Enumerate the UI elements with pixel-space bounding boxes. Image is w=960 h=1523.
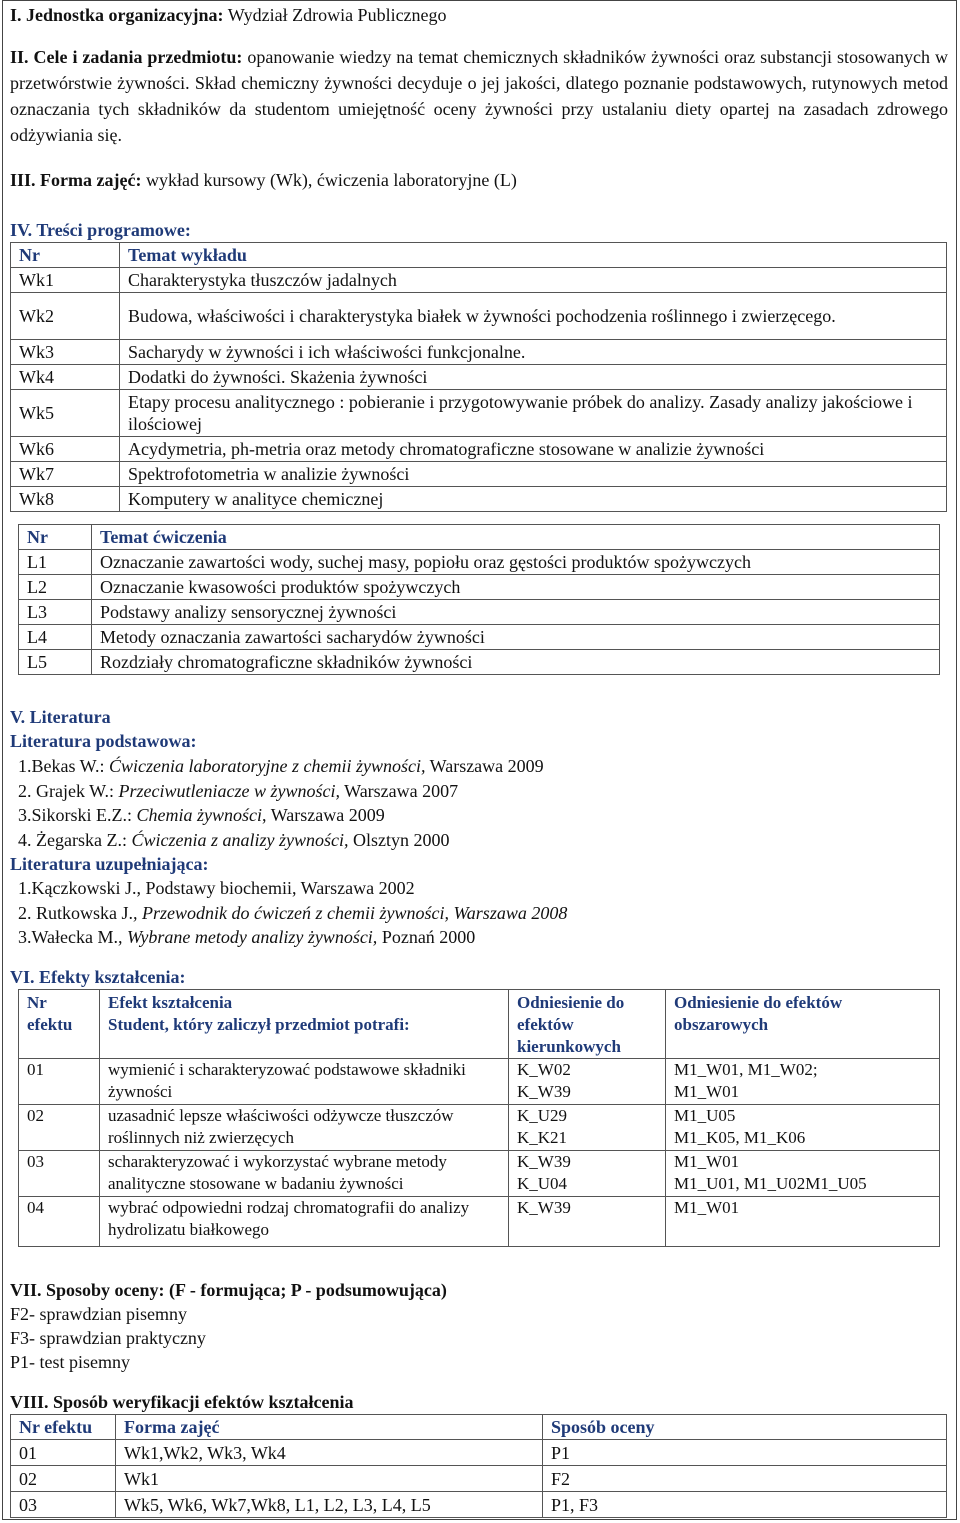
list-item: 1.Bekas W.: Ćwiczenia laboratoryjne z chemii żywności, Warszawa 2009 bbox=[18, 756, 544, 776]
section-verification bbox=[10, 1390, 948, 1414]
verification-method: F2 bbox=[543, 1466, 947, 1492]
effect-text: wymienić i scharakteryzować podstawowe składniki żywności bbox=[100, 1059, 509, 1105]
table-row bbox=[19, 1197, 940, 1247]
list-item: 1.Kączkowski J., Podstawy biochemii, Warszawa 2002 bbox=[18, 878, 415, 898]
table-row bbox=[19, 1059, 940, 1105]
list-item: 4. Żegarska Z.: Ćwiczenia z analizy żywności, Olsztyn 2000 bbox=[18, 829, 450, 850]
lectures-table bbox=[10, 242, 947, 512]
lecture-nr: Wk3 bbox=[11, 340, 120, 365]
lecture-nr: Wk1 bbox=[11, 268, 120, 293]
lectures-header-topic: Temat wykładu bbox=[120, 243, 947, 268]
section-literature bbox=[10, 705, 948, 753]
effect-ref-dir: K_W39 bbox=[509, 1197, 666, 1247]
list-item: F2- sprawdzian pisemny bbox=[10, 1304, 187, 1324]
list-item: F3- sprawdzian praktyczny bbox=[10, 1328, 206, 1348]
lecture-topic: Etapy procesu analitycznego : pobieranie i przygotowywanie próbek do analizy. Zasady analizy jakościowe i ilościowej bbox=[120, 390, 947, 437]
lab-nr: L5 bbox=[19, 650, 92, 675]
table-row bbox=[19, 575, 940, 600]
assessment-title: VII. Sposoby oceny: (F - formująca; P - podsumowująca) bbox=[10, 1280, 447, 1300]
lecture-nr: Wk7 bbox=[11, 462, 120, 487]
literature-extra-title: Literatura uzupełniająca: bbox=[10, 854, 209, 874]
table-row bbox=[11, 462, 947, 487]
list-item: 2. Grajek W.: Przeciwutleniacze w żywności, Warszawa 2007 bbox=[18, 780, 459, 801]
table-row bbox=[11, 1466, 947, 1492]
effect-nr: 04 bbox=[19, 1197, 100, 1247]
table-row bbox=[11, 1440, 947, 1466]
verification-nr: 01 bbox=[11, 1440, 116, 1466]
literature-extra-heading bbox=[10, 852, 948, 876]
effects-table bbox=[18, 989, 940, 1247]
table-row bbox=[11, 487, 947, 512]
section-unit bbox=[10, 3, 948, 27]
list-item: P1- test pisemny bbox=[10, 1352, 130, 1372]
verification-header-row bbox=[11, 1415, 947, 1440]
effect-text: wybrać odpowiedni rodzaj chromatografii do analizy hydrolizatu białkowego bbox=[100, 1197, 509, 1247]
lab-nr: L2 bbox=[19, 575, 92, 600]
verification-table bbox=[10, 1414, 947, 1518]
labs-header-row bbox=[19, 525, 940, 550]
literature-basic-list bbox=[18, 754, 544, 852]
lab-topic: Rozdziały chromatograficzne składników żywności bbox=[92, 650, 940, 675]
section-form bbox=[10, 168, 948, 192]
labs-header-nr: Nr bbox=[19, 525, 92, 550]
table-row bbox=[11, 340, 947, 365]
lab-topic: Oznaczanie kwasowości produktów spożywczych bbox=[92, 575, 940, 600]
effect-ref-dir: K_W39 K_U04 bbox=[509, 1151, 666, 1197]
literature-extra-list bbox=[18, 876, 567, 950]
effect-nr: 01 bbox=[19, 1059, 100, 1105]
verification-title: VIII. Sposób weryfikacji efektów kształcenia bbox=[10, 1392, 354, 1412]
effect-nr: 02 bbox=[19, 1105, 100, 1151]
effect-ref-dir: K_U29 K_K21 bbox=[509, 1105, 666, 1151]
effect-nr: 03 bbox=[19, 1151, 100, 1197]
section-assessment bbox=[10, 1278, 948, 1374]
verification-header-method: Sposób oceny bbox=[543, 1415, 947, 1440]
table-row bbox=[19, 1105, 940, 1151]
verification-form: Wk1 bbox=[116, 1466, 543, 1492]
literature-title: V. Literatura bbox=[10, 707, 111, 727]
effect-ref-area: M1_W01 M1_U01, M1_U02M1_U05 bbox=[666, 1151, 940, 1197]
labs-header-topic: Temat ćwiczenia bbox=[92, 525, 940, 550]
program-title: IV. Treści programowe: bbox=[10, 220, 191, 240]
lecture-topic: Sacharydy w żywności i ich właściwości funkcjonalne. bbox=[120, 340, 947, 365]
verification-form: Wk5, Wk6, Wk7,Wk8, L1, L2, L3, L4, L5 bbox=[116, 1492, 543, 1518]
goals-label: II. Cele i zadania przedmiotu: bbox=[10, 47, 243, 67]
verification-header-form: Forma zajęć bbox=[116, 1415, 543, 1440]
effect-ref-dir: K_W02 K_W39 bbox=[509, 1059, 666, 1105]
effects-header-nr: Nr efektu bbox=[19, 990, 100, 1059]
lecture-topic: Charakterystyka tłuszczów jadalnych bbox=[120, 268, 947, 293]
lectures-header-row bbox=[11, 243, 947, 268]
verification-nr: 02 bbox=[11, 1466, 116, 1492]
lecture-nr: Wk2 bbox=[11, 293, 120, 340]
unit-value: Wydział Zdrowia Publicznego bbox=[223, 5, 447, 25]
form-label: III. Forma zajęć: bbox=[10, 170, 142, 190]
effect-ref-area: M1_W01 bbox=[666, 1197, 940, 1247]
lab-nr: L3 bbox=[19, 600, 92, 625]
lab-topic: Podstawy analizy sensorycznej żywności bbox=[92, 600, 940, 625]
table-row bbox=[11, 1492, 947, 1518]
effects-title: VI. Efekty kształcenia: bbox=[10, 967, 186, 987]
lecture-topic: Acydymetria, ph-metria oraz metody chromatograficzne stosowane w analizie żywności bbox=[120, 437, 947, 462]
effect-text: scharakteryzować i wykorzystać wybrane metody analityczne stosowane w badaniu żywności bbox=[100, 1151, 509, 1197]
effect-ref-area: M1_W01, M1_W02; M1_W01 bbox=[666, 1059, 940, 1105]
table-row bbox=[11, 268, 947, 293]
effects-header-effect: Efekt kształcenia Student, który zaliczył przedmiot potrafi: bbox=[100, 990, 509, 1059]
lecture-topic: Spektrofotometria w analizie żywności bbox=[120, 462, 947, 487]
lecture-topic: Budowa, właściwości i charakterystyka białek w żywności pochodzenia roślinnego i zwierzęcego. bbox=[120, 293, 947, 340]
table-row bbox=[11, 390, 947, 437]
lectures-header-nr: Nr bbox=[11, 243, 120, 268]
lab-topic: Metody oznaczania zawartości sacharydów żywności bbox=[92, 625, 940, 650]
lecture-nr: Wk5 bbox=[11, 390, 120, 437]
lab-nr: L4 bbox=[19, 625, 92, 650]
table-row bbox=[11, 365, 947, 390]
literature-basic-title: Literatura podstawowa: bbox=[10, 731, 197, 751]
verification-form: Wk1,Wk2, Wk3, Wk4 bbox=[116, 1440, 543, 1466]
lecture-nr: Wk8 bbox=[11, 487, 120, 512]
table-row bbox=[11, 437, 947, 462]
table-row bbox=[19, 1151, 940, 1197]
verification-method: P1 bbox=[543, 1440, 947, 1466]
table-row bbox=[19, 625, 940, 650]
verification-nr: 03 bbox=[11, 1492, 116, 1518]
lecture-nr: Wk6 bbox=[11, 437, 120, 462]
effect-ref-area: M1_U05 M1_K05, M1_K06 bbox=[666, 1105, 940, 1151]
table-row bbox=[11, 293, 947, 340]
list-item: 3.Sikorski E.Z.: Chemia żywności, Warszawa 2009 bbox=[18, 805, 385, 825]
effects-header-row bbox=[19, 990, 940, 1059]
effects-header-ref-dir: Odniesienie do efektów kierunkowych bbox=[509, 990, 666, 1059]
effects-header-ref-area: Odniesienie do efektów obszarowych bbox=[666, 990, 940, 1059]
lab-topic: Oznaczanie zawartości wody, suchej masy, popiołu oraz gęstości produktów spożywczych bbox=[92, 550, 940, 575]
section-goals bbox=[10, 44, 948, 148]
verification-header-nr: Nr efektu bbox=[11, 1415, 116, 1440]
labs-table bbox=[18, 524, 940, 675]
section-program bbox=[10, 218, 948, 242]
lecture-topic: Komputery w analityce chemicznej bbox=[120, 487, 947, 512]
list-item: 3.Wałecka M., Wybrane metody analizy żywności, Poznań 2000 bbox=[18, 927, 476, 947]
goals-text: opanowanie wiedzy na temat chemicznych składników żywności oraz substancji stosowanych w przetwórstwie żywności. Skład chemiczny żywności decyduje o jej jakości, dlatego poznanie podstawowych, rutynowych metod oznaczania tych składników da studentom umiejętność oceny żywności przy ustalaniu diety opartej na zasadach zdrowego odżywiania się. bbox=[10, 47, 949, 145]
unit-label: I. Jednostka organizacyjna: bbox=[10, 5, 224, 25]
lab-nr: L1 bbox=[19, 550, 92, 575]
table-row bbox=[19, 650, 940, 675]
section-effects bbox=[10, 965, 948, 989]
list-item: 2. Rutkowska J., Przewodnik do ćwiczeń z chemii żywności, Warszawa 2008 bbox=[18, 902, 568, 923]
lecture-nr: Wk4 bbox=[11, 365, 120, 390]
effect-text: uzasadnić lepsze właściwości odżywcze tłuszczów roślinnych niż zwierzęcych bbox=[100, 1105, 509, 1151]
verification-method: P1, F3 bbox=[543, 1492, 947, 1518]
form-value: wykład kursowy (Wk), ćwiczenia laboratoryjne (L) bbox=[141, 170, 517, 190]
table-row bbox=[19, 600, 940, 625]
lecture-topic: Dodatki do żywności. Skażenia żywności bbox=[120, 365, 947, 390]
table-row bbox=[19, 550, 940, 575]
